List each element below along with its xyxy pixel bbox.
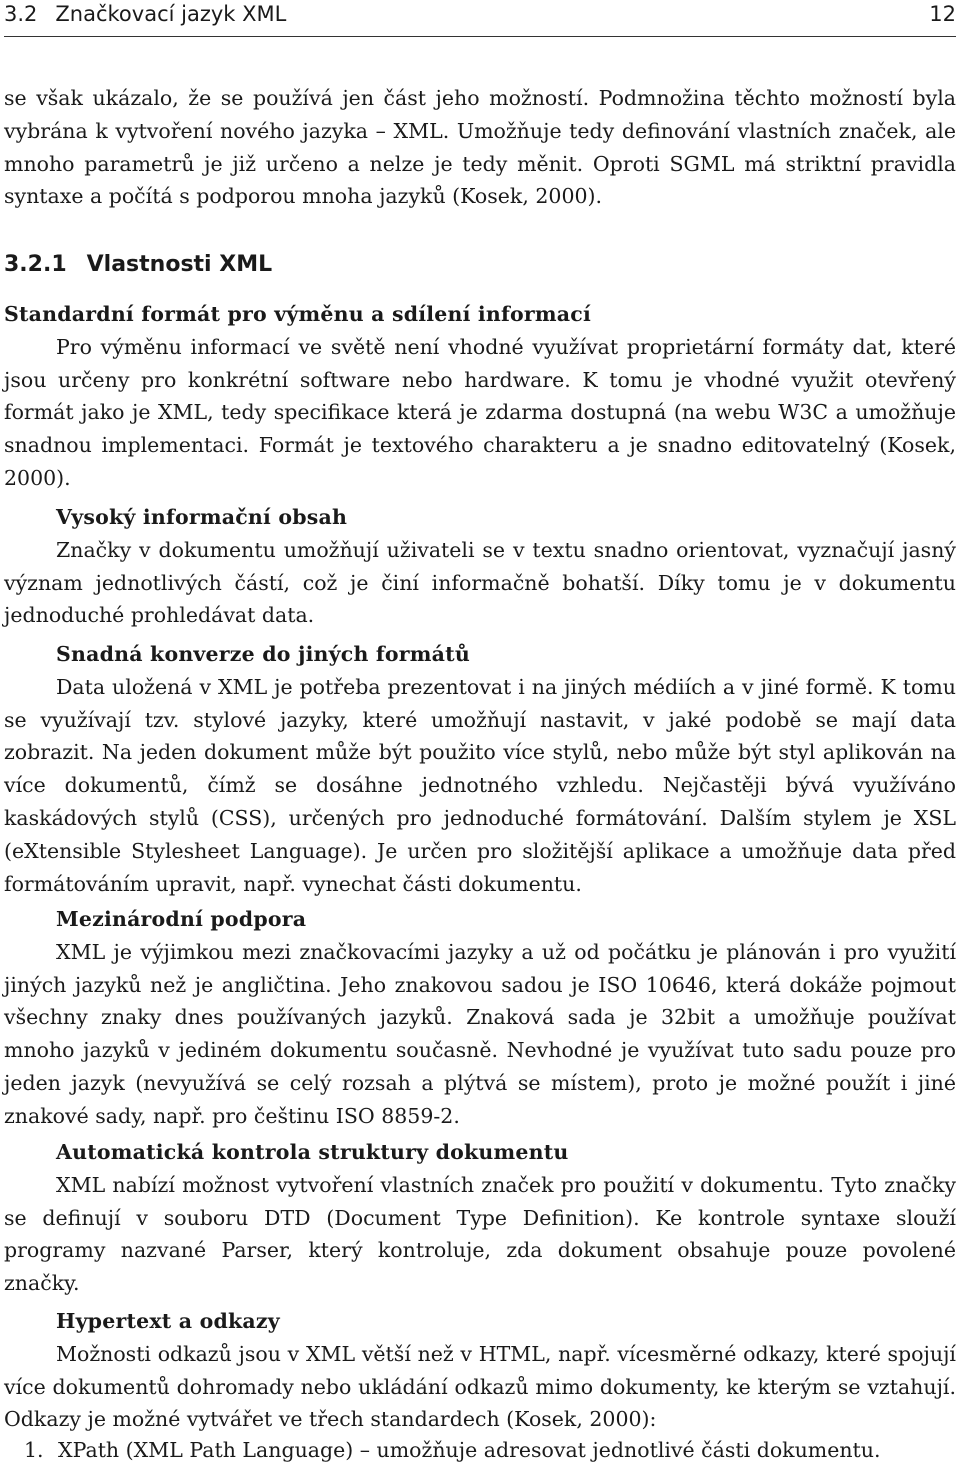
property-description bbox=[4, 936, 956, 1133]
intro-paragraph: se však ukázalo, že se používá jen část jeho možností. Podmnožina těchto možností byla vybrána k vytvoření nového jazyka – XML. Umožňuje tedy definování vlastních značek, ale mnoho parametrů je již určeno a nelze je tedy měnit. Oproti SGML má striktní pravidla syntaxe a počítá s podporou mnoha jazyků (Kosek, 2000). bbox=[4, 86, 956, 209]
property-term: Mezinárodní podpora bbox=[56, 907, 307, 931]
property-text: Značky v dokumentu umožňují uživateli se v textu snadno orientovat, vyznačují jasný význam jednotlivých částí, což je činí informačně bohatší. Díky tomu je v dokumentu jednoduché prohledávat data. bbox=[4, 537, 956, 628]
list-item-number: 1. bbox=[24, 1438, 44, 1462]
property-item-structure-check bbox=[4, 1136, 956, 1300]
page-number: 12 bbox=[929, 2, 956, 26]
property-description bbox=[4, 1169, 956, 1300]
property-description bbox=[4, 671, 956, 901]
property-item-information-content bbox=[4, 501, 956, 632]
numbered-list bbox=[24, 1434, 956, 1467]
property-text: Pro výměnu informací ve světě není vhodné využívat proprietární formáty dat, které jsou určeny pro konkrétní software nebo hardware. K tomu je vhodné využit otevřený formát jako je XML, tedy specifikace která je zdarma dostupná (na webu W3C a umožňuje snadnou implementaci. Formát je textového charakteru a je snadno editovatelný (Kosek, 2000). bbox=[4, 334, 956, 490]
property-item-international-support bbox=[4, 903, 956, 1133]
property-description bbox=[4, 331, 956, 495]
header-rule bbox=[4, 36, 956, 37]
property-description bbox=[4, 1338, 956, 1436]
property-item-hypertext bbox=[4, 1305, 956, 1436]
property-text: XML nabízí možnost vytvoření vlastních značek pro použití v dokumentu. Tyto značky se definují v souboru DTD (Document Type Definition). Ke kontrole syntaxe slouží programy nazvané Parser, který kontroluje, zda dokument obsahuje pouze povolené značky. bbox=[4, 1172, 956, 1296]
property-term: Hypertext a odkazy bbox=[56, 1309, 280, 1333]
subsection-heading bbox=[4, 252, 272, 277]
property-item-conversion bbox=[4, 638, 956, 900]
running-header bbox=[4, 2, 956, 32]
header-section bbox=[4, 2, 304, 26]
property-term: Standardní formát pro výměnu a sdílení informací bbox=[4, 302, 591, 326]
list-item bbox=[24, 1434, 956, 1467]
property-text: Možnosti odkazů jsou v XML větší než v HTML, např. vícesměrné odkazy, které spojují více dokumentů dohromady nebo ukládání odkazů mimo dokumenty, ke kterým se vztahují. Odkazy je možné vytvářet ve třech standardech (Kosek, 2000): bbox=[4, 1341, 956, 1432]
property-term: Snadná konverze do jiných formátů bbox=[56, 642, 470, 666]
property-description bbox=[4, 534, 956, 632]
subsection-number: 3.2.1 bbox=[4, 252, 67, 277]
property-term: Automatická kontrola struktury dokumentu bbox=[56, 1140, 569, 1164]
header-section-number: 3.2 bbox=[4, 2, 38, 26]
property-text: XML je výjimkou mezi značkovacími jazyky a už od počátku je plánován i pro využití jiných jazyků než je angličtina. Jeho znakovou sadou je ISO 10646, která dokáže pojmout všechny znaky dnes používaných jazyků. Znaková sada je 32bit a umožňuje používat mnoho jazyků v jediném dokumentu současně. Nevhodné je využívat tuto sadu pouze pro jeden jazyk (nevyužívá se celý rozsah a plýtvá se místem), proto je možné použít i jiné znakové sady, např. pro češtinu ISO 8859-2. bbox=[4, 939, 956, 1128]
subsection-title: Vlastnosti XML bbox=[86, 252, 273, 277]
property-term: Vysoký informační obsah bbox=[56, 505, 348, 529]
property-text: Data uložená v XML je potřeba prezentovat i na jiných médiích a v jiné formě. K tomu se využívají tzv. stylové jazyky, které umožňují nastavit, v jaké podobě se mají data zobrazit. Na jeden dokument může být použito více stylů, nebo může být styl aplikován na více dokumentů, čímž se dosáhne jednotného vzhledu. Nejčastěji bývá využíváno kaskádových stylů (CSS), určených pro jednoduché formátování. Dalším stylem je XSL (eXtensible Stylesheet Language). Je určen pro složitější aplikace a umožňuje data před formátováním upravit, např. vynechat části dokumentu. bbox=[4, 674, 956, 896]
list-item-text: XPath (XML Path Language) – umožňuje adresovat jednotlivé části dokumentu. bbox=[58, 1438, 881, 1462]
header-section-title: Značkovací jazyk XML bbox=[55, 2, 287, 26]
property-item-standard-format bbox=[4, 298, 956, 495]
